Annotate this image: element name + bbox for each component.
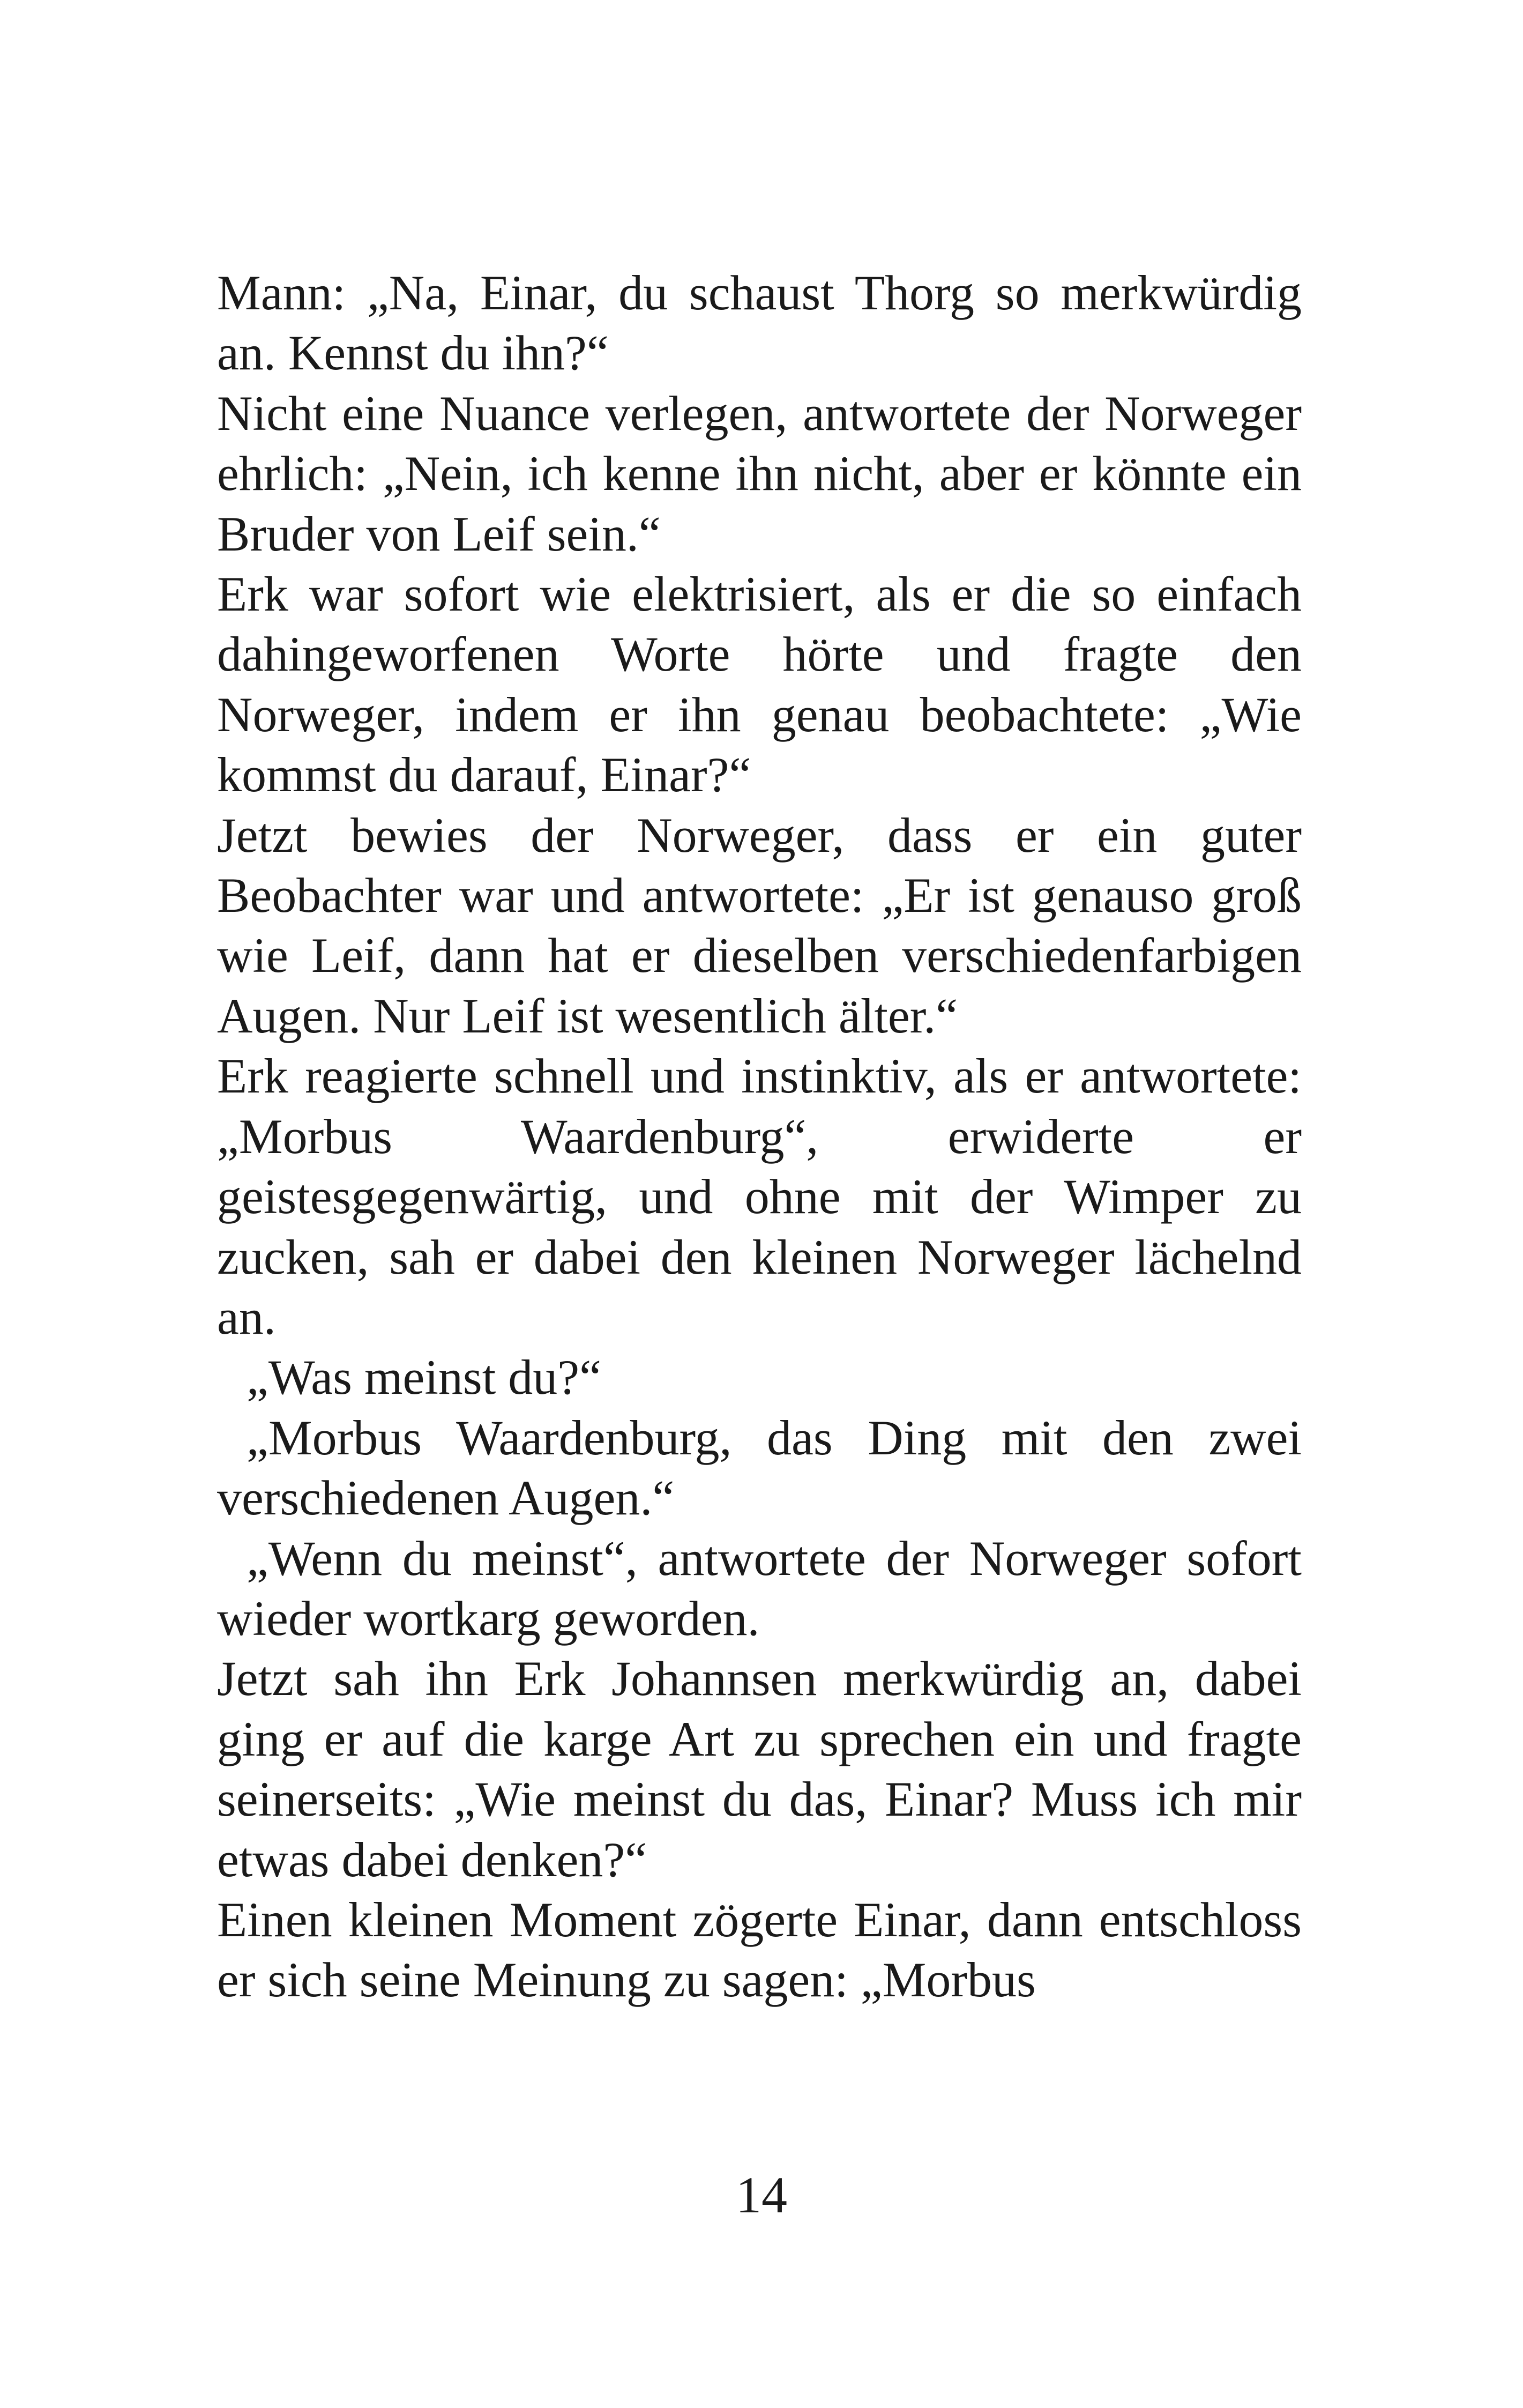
paragraph: Erk reagierte schnell und instinktiv, als er antwortete: „Morbus Waardenburg“, erwiderte er geistesgegenwärtig, und ohne mit der Wimper zu zucken, sah er dabei den kleinen Norweger lächelnd an.: [217, 1049, 1302, 1344]
page-number: 14: [736, 2166, 787, 2224]
paragraph: Jetzt sah ihn Erk Johannsen merkwürdig an, dabei ging er auf die karge Art zu sprechen ein und fragte seinerseits: „Wie meinst du das, Einar? Muss ich mir etwas dabei denken?“: [217, 1651, 1302, 1887]
paragraph: Erk war sofort wie elektrisiert, als er die so einfach dahingeworfenen Worte hörte und fragte den Norweger, indem er ihn genau beobachtete: „Wie kommst du darauf, Einar?“: [217, 567, 1302, 802]
paragraph: Jetzt bewies der Norweger, dass er ein guter Beobachter war und antwortete: „Er ist genauso groß wie Leif, dann hat er dieselben verschiedenfarbigen Augen. Nur Leif ist wesentlich älter.“: [217, 807, 1302, 1043]
dialogue-paragraph: „Wenn du meinst“, antwortete der Norweger sofort wieder wortkarg geworden.: [217, 1530, 1302, 1646]
dialogue-paragraph: „Morbus Waardenburg, das Ding mit den zwei verschiedenen Augen.“: [217, 1410, 1302, 1526]
paragraph: Nicht eine Nuance verlegen, antwortete der Norweger ehrlich: „Nein, ich kenne ihn nicht, aber er könnte ein Bruder von Leif sein.“: [217, 385, 1302, 561]
paragraph: Einen kleinen Moment zögerte Einar, dann entschloss er sich seine Meinung zu sagen: „Morbus: [217, 1892, 1302, 2008]
paragraph: Mann: „Na, Einar, du schaust Thorg so merkwürdig an. Kennst du ihn?“: [217, 265, 1302, 381]
body-text: [217, 263, 1302, 2010]
dialogue-paragraph: „Was meinst du?“: [247, 1350, 601, 1405]
